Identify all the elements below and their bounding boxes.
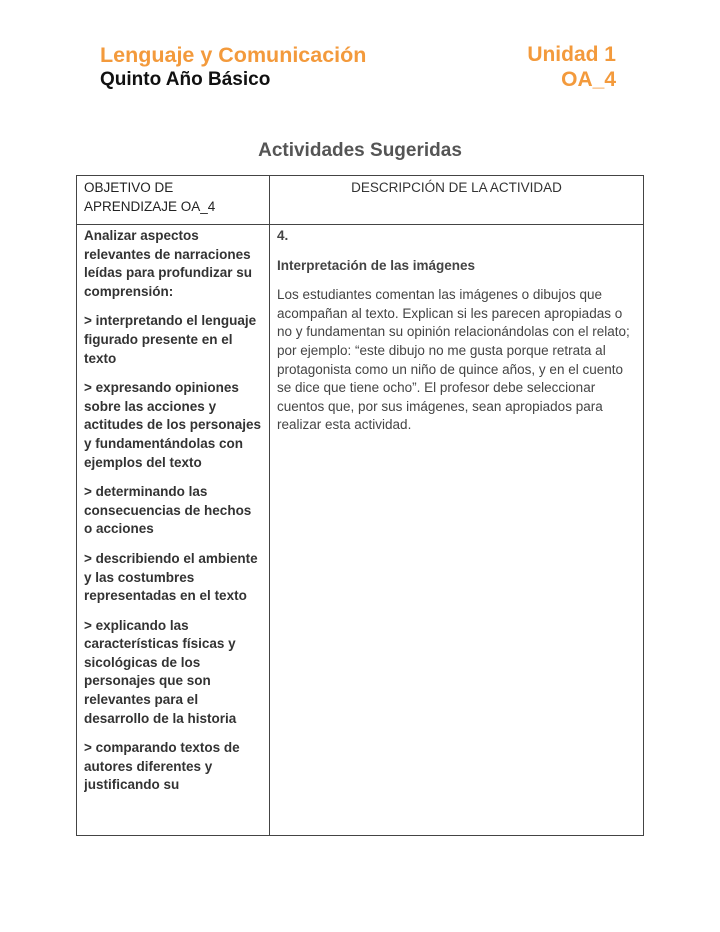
description-cell [270,225,644,836]
section-title: Actividades Sugeridas [258,140,462,161]
subject-title: Lenguaje y Comunicación [100,43,367,67]
objective-code: OA_4 [561,68,616,91]
objective-item: > expresando opiniones sobre las acciones y actitudes de los personajes y fundamentándolas con ejemplos del texto [84,380,262,470]
objective-item: > interpretando el lenguaje figurado presente en el texto [84,313,257,366]
table-header-row [77,176,644,225]
activities-table [76,175,644,836]
objective-item: > explicando las características físicas y sicológicas de los personajes que son relevantes para el desarrollo de la historia [84,617,237,726]
page-header-right [527,42,616,92]
objective-item: > comparando textos de autores diferentes y justificando su [84,740,240,793]
grade-level: Quinto Año Básico [100,69,271,90]
description-header: DESCRIPCIÓN DE LA ACTIVIDAD [270,176,644,225]
objective-cell [77,225,270,836]
objective-header: OBJETIVO DE APRENDIZAJE OA_4 [77,176,270,225]
activity-title: Interpretación de las imágenes [277,257,476,273]
table-row [77,225,644,836]
objective-item: > determinando las consecuencias de hechos o acciones [84,484,252,537]
unit-label: Unidad 1 [527,43,616,66]
objective-intro: Analizar aspectos relevantes de narraciones leídas para profundizar su comprensión: [84,228,253,299]
objective-item: > describiendo el ambiente y las costumbres representadas en el texto [84,550,258,604]
activity-description: Los estudiantes comentan las imágenes o dibujos que acompañan al texto. Explican si les parecen apropiadas o no y fundamentan su opinión relacionándolas con el relato; por ejemplo: “este dibujo no me gusta porque retrata al protagonista como un niño de quince años, y en el cuento se dice que tiene ocho”. El profesor debe seleccionar cuentos que, por sus imágenes, sean apropiados para realizar esta actividad. [277,287,630,433]
activity-number: 4. [277,228,289,243]
page-header-left [100,42,366,92]
